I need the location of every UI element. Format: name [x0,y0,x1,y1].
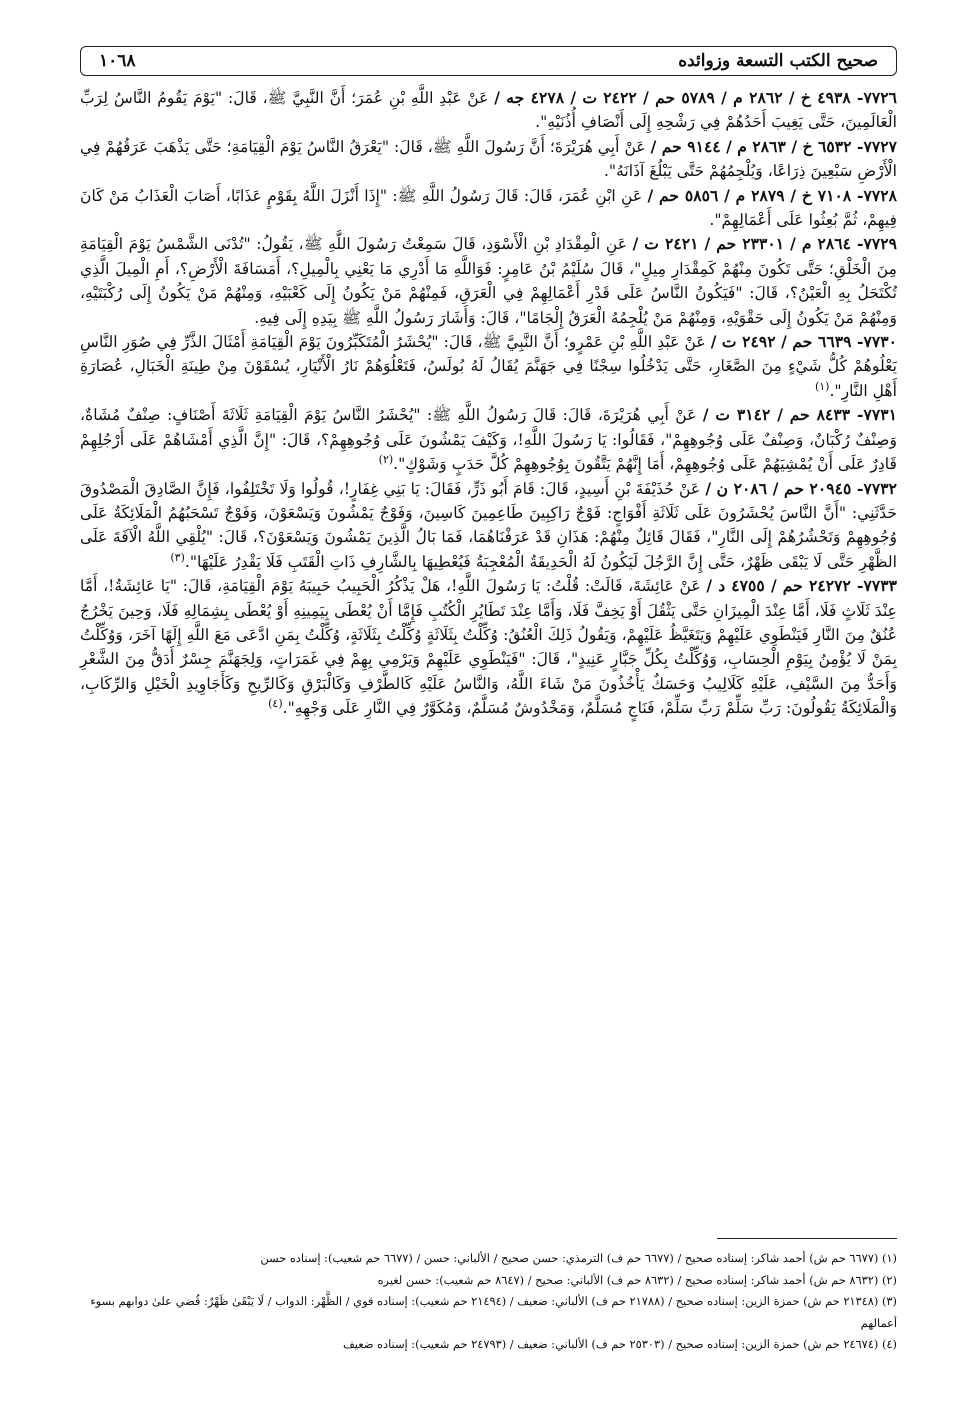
hadith-text: عَنِ الْمِقْدَادِ بْنِ الْأَسْوَدِ، قَالَ سَمِعْتُ رَسُولَ اللَّهِ ﷺ، يَقُولُ: "تُدْنَى الشَّمْسُ يَوْمَ الْقِيَامَةِ مِنَ الْخَلْقِ؛ حَتَّى تَكُونَ مِنْهُمْ كَمِقْدَارِ مِيلٍ"، قَالَ سُلَيْمُ بْنُ عَامِرٍ: فَوَاللَّهِ مَا أَدْرِي مَا يَعْنِي بِالْمِيلِ؟، أَمَسَافَةَ الْأَرْضِ؟، أَمِ الْمِيلَ الَّذِي تُكْتَحَلُ بِهِ الْعَيْنُ؟، قَالَ: "فَيَكُونُ النَّاسُ عَلَى قَدْرِ أَعْمَالِهِمْ فِي الْعَرَقِ، فَمِنْهُمْ مَنْ يَكُونُ إِلَى كَعْبَيْهِ، وَمِنْهُمْ مَنْ يَكُونُ إِلَى رُكْبَتَيْهِ، وَمِنْهُمْ مَنْ يَكُونُ إِلَى حَقْوَيْهِ، وَمِنْهُمْ مَنْ يُلْجِمُهُ الْعَرَقُ إِلْجَامًا"، قَالَ: وَأَشَارَ رَسُولُ اللَّهِ ﷺ بِيَدِهِ إِلَى فِيهِ. [80,235,897,327]
hadith-entry [80,232,897,330]
page-header [80,46,897,76]
hadith-reference: ٧٧٢٨- ٧١٠٨ خ / ٢٨٧٩ م / ٥٨٥٦ حم / [647,185,898,205]
footnotes [80,1248,897,1356]
footnote-marker[interactable]: (٣) [170,550,185,564]
book-title: صحيح الكتب التسعة وزوائده [678,51,878,71]
hadith-entry [80,403,897,476]
hadith-text: عَنْ أَبِي هُرَيْرَةَ؛ أَنَّ رَسُولَ اللَّهِ ﷺ، قَالَ: "يَعْرَقُ النَّاسُ يَوْمَ الْقِيَامَةِ؛ حَتَّى يَذْهَبَ عَرَقُهُمْ فِي الْأَرْضِ سَبْعِينَ ذِرَاعًا، وَيُلْجِمُهُمْ حَتَّى يَبْلُغَ آذَانَهُ". [80,137,897,181]
hadith-reference: ٧٧٣٠- ٦٦٣٩ حم / ٢٤٩٢ ت / [710,332,898,352]
hadith-entry [80,574,897,720]
footnote: (٤) (٢٤٦٧٤ حم ش) حمزة الزين: إسناده صحيح / (٢٥٣٠٣ حم ف) الألباني: ضعيف / (٢٤٧٩٣ حم شعيب): إسناده ضعيف [343,1337,897,1351]
footnote: (١) (٦٦٧٧ حم ش) أحمد شاكر: إسناده صحيح / (٦٦٧٧ حم ف) الترمذي: حسن صحيح / الألباني: حسن / (٦٦٧٧ حم شعيب): إسناده حسن [260,1251,897,1265]
hadith-text: عَنْ عَائِشَةَ، قَالَتْ: قُلْتُ: يَا رَسُولَ اللَّهِ!، هَلْ يَذْكُرُ الْحَبِيبُ حَبِيبَهُ يَوْمَ الْقِيَامَةِ، قَالَ: "يَا عَائِشَةُ!، أَمَّا عِنْدَ ثَلَاثٍ فَلَا، أَمَّا عِنْدَ الْمِيزَانِ حَتَّى يَثْقُلَ أَوْ يَخِفَّ فَلَا، وَأَمَّا عِنْدَ تَطَايُرِ الْكُتُبِ فَإِمَّا أَنْ يُعْطَى بِيَمِينِهِ أَوْ يُعْطَى بِشِمَالِهِ فَلَا، وَحِينَ يَخْرُجُ عُنُقٌ مِنَ النَّارِ فَيَنْطَوِي عَلَيْهِمْ وَيَتَغَيَّظُ عَلَيْهِمْ، وَيَقُولُ ذَلِكَ الْعُنُقُ: وُكِّلْتُ بِثَلَاثَةٍ وُكِّلْتُ بِثَلَاثَةٍ، وُكِّلْتُ بِمَنِ ادَّعَى مَعَ اللَّهِ إِلَهًا آخَرَ، وَوُكِّلْتُ بِمَنْ لَا يُؤْمِنُ بِيَوْمِ الْحِسَابِ، وَوُكِّلْتُ بِكُلِّ جَبَّارٍ عَنِيدٍ"، قَالَ: "فَيَنْطَوِي عَلَيْهِمْ وَيَرْمِي بِهِمْ فِي غَمَرَاتٍ، وَلِجَهَنَّمَ جِسْرٌ أَدَقُّ مِنَ الشَّعْرِ وَأَحَدُّ مِنَ السَّيْفِ، عَلَيْهِ كَلَالِيبُ وَحَسَكٌ يَأْخُذُونَ مَنْ شَاءَ اللَّهُ، وَالنَّاسُ عَلَيْهِ كَالطَّرْفِ وَكَالْبَرْقِ وَكَالرِّيحِ وَكَأَجَاوِيدِ الْخَيْلِ وَالرِّكَابِ، وَالْمَلَائِكَةُ يَقُولُونَ: رَبِّ سَلِّمْ رَبِّ سَلِّمْ، فَنَاجٍ مُسَلَّمٌ، وَمَخْدُوشٌ مُسَلَّمٌ، وَمُكَوَّرٌ فِي النَّارِ عَلَى وَجْهِهِ". [80,577,897,718]
hadith-reference: ٧٧٣٣- ٢٤٢٧٢ حم / ٤٧٥٥ د / [706,576,898,596]
footnote-divider [717,1238,897,1239]
footnote-marker[interactable]: (٤) [268,696,283,710]
footnote-marker[interactable]: (٢) [378,452,394,466]
hadith-entry [80,86,897,135]
hadith-entry [80,477,897,575]
hadith-text: عَنْ عَبْدِ اللَّهِ بْنِ عَمْرٍو؛ أَنَّ النَّبِيَّ ﷺ، قَالَ: "يُحْشَرُ الْمُتَكَبِّرُونَ يَوْمَ الْقِيَامَةِ أَمْثَالَ الذَّرِّ فِي صُوَرِ النَّاسِ يَعْلُوهُمْ كُلُّ شَيْءٍ مِنَ الصَّغَارِ، حَتَّى يَدْخُلُوا سِجْنًا فِي جَهَنَّمَ يُقَالُ لَهُ بُولَسُ، فَتَعْلُوَهُمْ نَارُ الْأَنْيَارِ، يُسْقَوْنَ مِنْ طِينَةِ الْخَبَالِ، عُصَارَةِ أَهْلِ النَّارِ". [80,333,897,400]
page-number: ١٠٦٨ [99,51,136,71]
hadith-entry [80,330,897,403]
hadith-reference: ٧٧٣٢- ٢٠٩٤٥ حم / ٢٠٨٦ ن / [705,478,897,498]
hadith-text: عَنْ حُذَيْفَةَ بْنِ أَسِيدٍ، قَالَ: قَامَ أَبُو ذَرٍّ، فَقَالَ: يَا بَنِي غِفَارٍ!، قُولُوا وَلَا تَخْتَلِفُوا، فَإِنَّ الصَّادِقَ الْمَصْدُوقَ حَدَّثَنِي: "أَنَّ النَّاسَ يُحْشَرُونَ عَلَى ثَلَاثَةِ أَفْوَاجٍ: فَوْجٌ رَاكِبِينَ طَاعِمِينَ كَاسِينَ، وَفَوْجٌ يَمْشُونَ وَيَسْعَوْنَ، وَفَوْجٌ تَسْحَبُهُمُ الْمَلَائِكَةُ عَلَى وُجُوهِهِمْ وَتَحْشُرُهُمْ إِلَى النَّارِ"، فَقَالَ قَائِلٌ مِنْهُمْ: هَذَانِ قَدْ عَرَفْنَاهُمَا، فَمَا بَالُ الَّذِينَ يَمْشُونَ وَيَسْعَوْنَ؟، قَالَ: "يُلْقِي اللَّهُ الْآفَةَ عَلَى الظَّهْرِ حَتَّى لَا يَبْقَى ظَهْرٌ، حَتَّى إِنَّ الرَّجُلَ لَيَكُونُ لَهُ الْحَدِيقَةُ الْمُعْجِبَةُ فَيُعْطِيهَا بِالشَّارِفِ ذَاتِ الْقَتَبِ فَلَا يَقْدِرُ عَلَيْهَا". [80,479,897,571]
hadith-text: عَنْ أَبِي هُرَيْرَةَ، قَالَ: قَالَ رَسُولُ اللَّهِ ﷺ: "يُحْشَرُ النَّاسُ يَوْمَ الْقِيَامَةِ ثَلَاثَةَ أَصْنَافٍ: صِنْفٌ مُشَاةٌ، وَصِنْفٌ رُكْبَانٌ، وَصِنْفٌ عَلَى وُجُوهِهِمْ"، فَقَالُوا: يَا رَسُولَ اللَّهِ!، وَكَيْفَ يَمْشُونَ عَلَى وُجُوهِهِمْ؟، قَالَ: "إِنَّ الَّذِي أَمْشَاهُمْ عَلَى أَرْجُلِهِمْ قَادِرٌ عَلَى أَنْ يُمْشِيَهُمْ عَلَى وُجُوهِهِمْ، أَمَا إِنَّهُمْ يَتَّقُونَ بِوُجُوهِهِمْ كُلَّ حَدَبٍ وَشَوْكٍ". [80,406,897,474]
hadith-body [80,86,897,721]
hadith-entry [80,184,897,233]
footnote: (٣) (٢١٣٤٨ حم ش) حمزة الزين: إسناده صحيح / (٢١٧٨٨ حم ف) الألباني: ضعيف / (٢١٤٩٤ حم شعيب): إسناده قوي / الظَّهْر: الدواب / لَا يَبْقَىٰ ظَهْرٌ: قُضي علىٰ دوابهم بسوء أعمالهم [90,1294,897,1330]
hadith-reference: ٧٧٢٩- ٢٨٦٤ م / ٢٣٣٠١ حم / ٢٤٢١ ت / [632,234,898,254]
footnote-marker[interactable]: (١) [814,379,830,393]
hadith-reference: ٧٧٢٦- ٤٩٣٨ خ / ٢٨٦٢ م / ٥٧٨٩ حم / ٢٤٢٢ ت / ٤٢٧٨ جه / [494,88,898,107]
hadith-entry [80,135,897,184]
hadith-reference: ٧٧٣١- ٨٤٣٣ حم / ٣١٤٢ ت / [702,405,898,425]
hadith-reference: ٧٧٢٧- ٦٥٣٢ خ / ٢٨٦٣ م / ٩١٤٤ حم / [650,136,897,156]
hadith-text: عَنِ ابْنِ عُمَرَ، قَالَ: قَالَ رَسُولُ اللَّهِ ﷺ: "إِذَا أَنْزَلَ اللَّهُ بِقَوْمٍ عَذَابًا، أَصَابَ الْعَذَابُ مَنْ كَانَ فِيهِمْ، ثُمَّ بُعِثُوا عَلَى أَعْمَالِهِمْ". [80,186,897,230]
footnote: (٢) (٨٦٣٢ حم ش) أحمد شاكر: إسناده صحيح / (٨٦٣٢ حم ف) الألباني: صحيح / (٨٦٤٧ حم شعيب): حسن لغيره [377,1272,897,1287]
hadith-text: عَنْ عَبْدِ اللَّهِ بْنِ عُمَرَ؛ أَنَّ النَّبِيَّ ﷺ، قَالَ: "يَوْمَ يَقُومُ النَّاسُ لِرَبِّ الْعَالَمِينَ، حَتَّى يَغِيبَ أَحَدُهُمْ فِي رَشْحِهِ إِلَى أَنْصَافِ أُذُنَيْهِ". [80,89,897,132]
